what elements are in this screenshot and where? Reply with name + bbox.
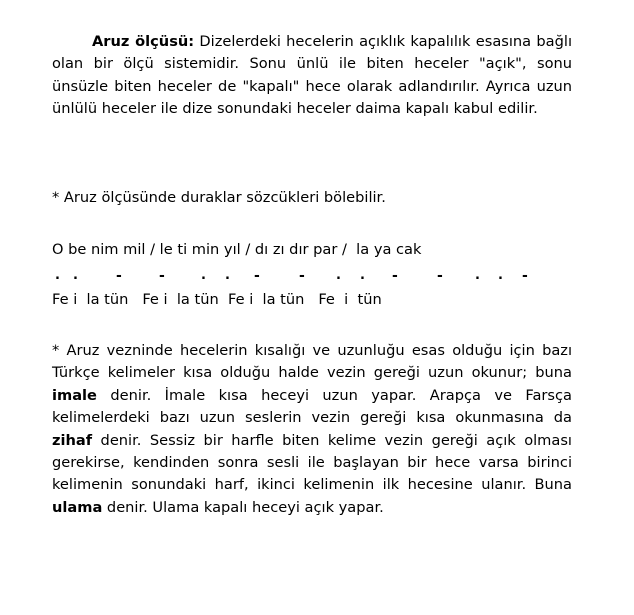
aruz-definition-paragraph <box>52 31 572 121</box>
term-aruz-olcusu: Aruz ölçüsü: <box>92 33 195 50</box>
prosody-mark: . <box>498 268 503 283</box>
term-imale: imale <box>52 386 97 404</box>
prosody-marks-row <box>52 268 552 284</box>
example-pattern-line: Fe i la tün Fe i la tün Fe i la tün Fe i tün <box>52 291 382 308</box>
prosody-mark: . <box>225 268 230 283</box>
prosody-mark: . <box>201 268 206 283</box>
rules-text-3: denir. Sessiz bir harfle biten kelime vezin gereği açık olması gerekirse, kendinden sonra sesli ile başlayan bir hece varsa birinci kelimenin sonundaki harf, ikinci kelimenin ilk hecesine ulanır. Buna <box>52 431 572 494</box>
aruz-rules-paragraph <box>52 340 572 519</box>
example-syllables-line: O be nim mil / le ti min yıl / dı zı dır par / la ya cak <box>52 241 422 258</box>
prosody-mark: - <box>254 268 260 284</box>
prosody-mark: - <box>116 268 122 284</box>
prosody-mark: . <box>336 268 341 283</box>
prosody-mark: - <box>392 268 398 284</box>
prosody-mark: . <box>360 268 365 283</box>
prosody-mark: . <box>475 268 480 283</box>
prosody-mark: - <box>522 268 528 284</box>
term-zihaf: zihaf <box>52 431 93 449</box>
term-ulama: ulama <box>52 498 103 516</box>
prosody-mark: - <box>159 268 165 284</box>
rules-text-2: denir. İmale kısa heceyi uzun yapar. Arapça ve Farsça kelimelerdeki bazı uzun seslerin vezin gereği kısa okunmasına da <box>52 386 572 427</box>
prosody-mark: - <box>437 268 443 284</box>
definition-text: Dizelerdeki hecelerin açıklık kapalılık esasına bağlı olan bir ölçü sistemidir. Sonu ünlü ile biten heceler "açık", sonu ünsüzle biten heceler de "kapalı" hece olarak adlandırılır. Ayrıca uzun ünlülü heceler ile dize sonundaki heceler daima kapalı kabul edilir. <box>52 33 572 118</box>
prosody-mark: . <box>73 268 78 283</box>
note-duraklar: * Aruz ölçüsünde duraklar sözcükleri bölebilir. <box>52 189 386 206</box>
prosody-mark: . <box>55 268 60 283</box>
prosody-mark: - <box>299 268 305 284</box>
rules-text-4: denir. Ulama kapalı heceyi açık yapar. <box>102 498 384 516</box>
rules-text-1: * Aruz vezninde hecelerin kısalığı ve uzunluğu esas olduğu için bazı Türkçe kelimeler kısa olduğu halde vezin gereği uzun okunur; buna <box>52 342 572 382</box>
